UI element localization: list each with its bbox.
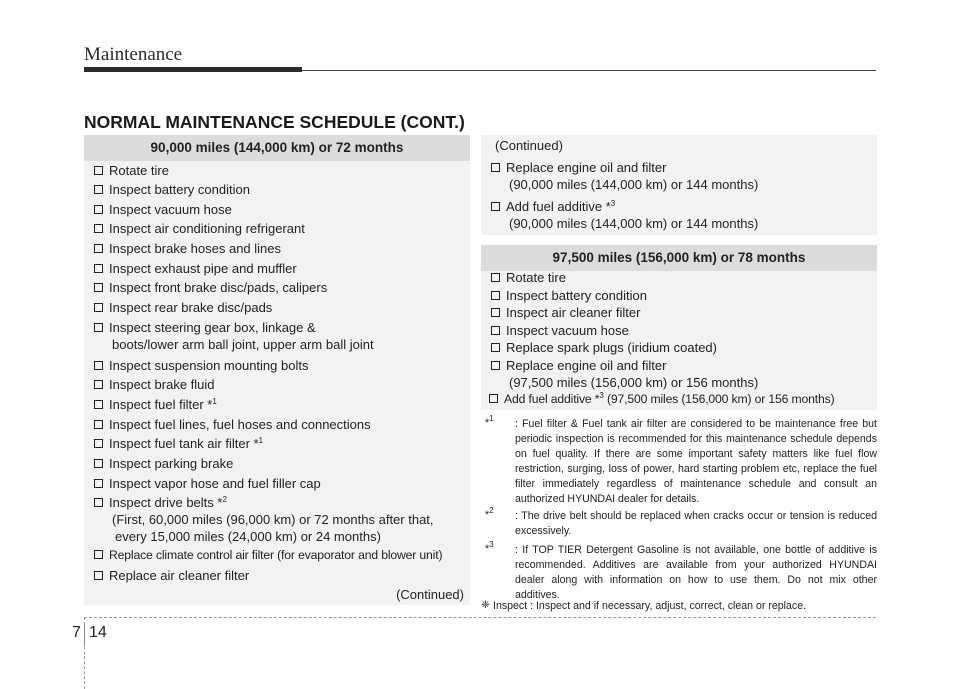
box-heading: 97,500 miles (156,000 km) or 78 months xyxy=(481,245,877,271)
checkbox-icon xyxy=(491,326,500,335)
checkbox-icon xyxy=(94,224,103,233)
footer-dashed-line xyxy=(84,617,876,618)
header-rule-thin xyxy=(302,70,876,71)
list-item: Replace air cleaner filter xyxy=(94,567,249,584)
list-item: Inspect suspension mounting bolts xyxy=(94,357,308,374)
checkbox-icon xyxy=(94,459,103,468)
list-item: Rotate tire xyxy=(491,269,566,286)
list-item: Inspect battery condition xyxy=(491,287,647,304)
footnote-mark: *$^3$ xyxy=(485,540,494,555)
footnote: *$^1$ : Fuel filter & Fuel tank air filter are considered to be maintenance free but periodic inspection is recommended for this maintenance schedule depends on fuel quality. If there are some important safety matters like fuel flow restriction, surging, loss of power, hard starting problem etc, replace the fuel filter immediately regardless of maintenance schedule and consult an authorized HYUNDAI dealer for details. xyxy=(485,414,877,505)
checkbox-icon xyxy=(94,283,103,292)
list-item: Inspect air cleaner filter xyxy=(491,304,640,321)
continued-label: (Continued) xyxy=(396,587,464,602)
checkbox-icon xyxy=(491,273,500,282)
checkbox-icon xyxy=(491,343,500,352)
checkbox-icon xyxy=(94,380,103,389)
footnote: *$^3$ : If TOP TIER Detergent Gasoline is not available, one bottle of additive is recommended. Additives are available from your authorized HYUNDAI dealer along with information on how to use them. Do not mix other additives. xyxy=(485,540,877,601)
checkbox-icon xyxy=(94,264,103,273)
list-item: Rotate tire xyxy=(94,162,169,179)
continued-label: (Continued) xyxy=(495,138,563,153)
checkbox-icon xyxy=(94,303,103,312)
footnote-mark: *$^2$ xyxy=(485,506,494,521)
list-item: Inspect fuel lines, fuel hoses and connections xyxy=(94,416,371,433)
list-item: Inspect steering gear box, linkage & boots/lower arm ball joint, upper arm ball joint xyxy=(94,319,374,353)
list-item: Inspect brake hoses and lines xyxy=(94,240,281,257)
list-item: Inspect air conditioning refrigerant xyxy=(94,220,305,237)
checkbox-icon xyxy=(94,550,103,559)
list-item: Inspect vapor hose and fuel filler cap xyxy=(94,475,321,492)
checkbox-icon xyxy=(94,185,103,194)
list-item: Add fuel additive *$^3$ (90,000 miles (144,000 km) or 144 months) xyxy=(491,198,758,232)
list-item: Inspect vacuum hose xyxy=(94,201,232,218)
footnote-mark: *$^1$ xyxy=(485,414,494,429)
page-separator xyxy=(84,624,85,646)
checkbox-icon xyxy=(491,163,500,172)
header-rule-thick xyxy=(84,67,302,72)
checkbox-icon xyxy=(94,323,103,332)
checkbox-icon xyxy=(489,394,498,403)
list-item: Add fuel additive *$^3$ (97,500 miles (156,000 km) or 156 months) xyxy=(489,391,835,408)
list-item: Inspect fuel tank air filter *$^1$ xyxy=(94,435,263,452)
checkbox-icon xyxy=(491,308,500,317)
checkbox-icon xyxy=(94,361,103,370)
checkbox-icon xyxy=(94,479,103,488)
list-item: Inspect fuel filter *$^1$ xyxy=(94,396,217,413)
checkbox-icon xyxy=(94,244,103,253)
list-item: Inspect battery condition xyxy=(94,181,250,198)
checkbox-icon xyxy=(94,439,103,448)
footnote: *$^2$ : The drive belt should be replaced when cracks occur or tension is reduced excessively. xyxy=(485,506,877,537)
checkbox-icon xyxy=(491,291,500,300)
continued-box xyxy=(481,135,877,235)
list-item: Inspect rear brake disc/pads xyxy=(94,299,272,316)
checkbox-icon xyxy=(491,202,500,211)
list-item: Replace engine oil and filter (97,500 miles (156,000 km) or 156 months) xyxy=(491,357,758,391)
schedule-box-90000 xyxy=(84,135,470,605)
list-item: Inspect vacuum hose xyxy=(491,322,629,339)
list-item: Replace spark plugs (iridium coated) xyxy=(491,339,717,356)
checkbox-icon xyxy=(94,420,103,429)
checkbox-icon xyxy=(94,571,103,580)
page-title: NORMAL MAINTENANCE SCHEDULE (CONT.) xyxy=(84,112,465,132)
section-name: Maintenance xyxy=(84,44,183,65)
box-heading: 90,000 miles (144,000 km) or 72 months xyxy=(84,135,470,161)
checkbox-icon xyxy=(94,166,103,175)
checkbox-icon xyxy=(94,400,103,409)
schedule-box-97500 xyxy=(481,245,877,410)
page-number: 14 xyxy=(89,624,107,641)
list-item: Inspect drive belts *$^2$ (First, 60,000 miles (96,000 km) or 72 months after that, every 15,000 miles (24,000 km) or 24 months) xyxy=(94,494,434,545)
checkbox-icon xyxy=(94,498,103,507)
footnote: ❈ Inspect : Inspect and if necessary, adjust, correct, clean or replace. xyxy=(481,599,807,612)
checkbox-icon xyxy=(94,205,103,214)
list-item: Inspect brake fluid xyxy=(94,376,215,393)
chapter-number: 7 xyxy=(72,624,81,641)
inspect-note-icon: ❈ xyxy=(481,599,490,611)
list-item: Replace climate control air filter (for evaporator and blower unit) xyxy=(94,547,442,564)
checkbox-icon xyxy=(491,361,500,370)
list-item: Inspect parking brake xyxy=(94,455,233,472)
list-item: Inspect exhaust pipe and muffler xyxy=(94,260,297,277)
list-item: Replace engine oil and filter (90,000 miles (144,000 km) or 144 months) xyxy=(491,159,758,193)
list-item: Inspect front brake disc/pads, calipers xyxy=(94,279,327,296)
